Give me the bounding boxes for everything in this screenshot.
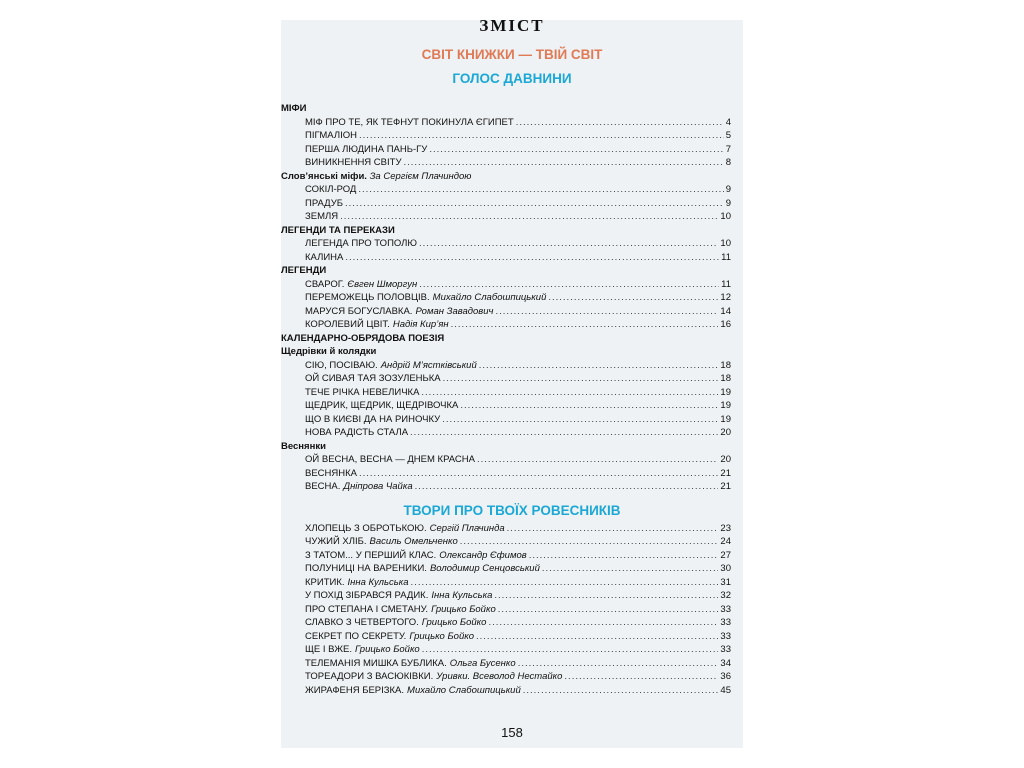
leader-dots — [345, 251, 719, 265]
leader-dots — [358, 183, 723, 197]
entry-page: 19 — [720, 386, 731, 398]
entry-page: 31 — [720, 576, 731, 588]
toc-entry[interactable] — [281, 589, 743, 603]
entry-author: Грицько Бойко — [421, 617, 487, 628]
entry-title: ЩЕДРИК, ЩЕДРИК, ЩЕДРІВОЧКА — [305, 400, 459, 411]
entry-page: 33 — [720, 603, 731, 615]
entry-page: 33 — [720, 644, 731, 655]
leader-dots — [411, 576, 719, 590]
toc-entry[interactable] — [281, 467, 743, 481]
leader-dots — [442, 413, 718, 427]
leader-dots — [419, 237, 718, 251]
entry-page: 30 — [720, 563, 731, 574]
entry-title: ПЕРЕМОЖЕЦЬ ПОЛОВЦІВ. — [305, 292, 430, 303]
toc-heading — [281, 264, 743, 278]
toc-entry[interactable] — [281, 143, 743, 157]
entry-author: Євген Шморгун — [347, 278, 418, 290]
heading-label: Щедрівки й колядки — [281, 346, 377, 357]
entry-page: 9 — [725, 184, 731, 195]
toc-heading — [281, 332, 743, 346]
entry-page: 32 — [720, 590, 731, 601]
entry-author: Андрій М’ястківський — [380, 359, 477, 371]
leader-dots — [345, 197, 724, 211]
leader-dots — [415, 480, 719, 494]
entry-page: 24 — [720, 536, 731, 547]
toc-heading — [281, 102, 743, 116]
toc-entry[interactable] — [281, 129, 743, 143]
toc-entry[interactable] — [281, 156, 743, 170]
entry-title: СІЮ, ПОСІВАЮ. — [305, 359, 378, 371]
entry-author: Грицько Бойко — [431, 603, 496, 615]
heading-label: МІФИ — [281, 103, 307, 114]
entry-page: 19 — [720, 413, 731, 425]
leader-dots — [443, 372, 719, 386]
toc-entry[interactable] — [281, 386, 743, 400]
toc-entry[interactable] — [281, 413, 743, 427]
page-number: 158 — [501, 725, 523, 740]
entry-page: 7 — [725, 143, 731, 155]
toc-heading — [281, 170, 743, 184]
entry-page: 23 — [720, 522, 731, 534]
toc-entry[interactable] — [281, 630, 743, 644]
heading-label: ЛЕГЕНДИ — [281, 265, 327, 276]
entry-author: Уривки. Всеволод Нестайко — [436, 671, 563, 682]
entry-author: Володимир Сенцовський — [429, 563, 540, 574]
entry-author: Грицько Бойко — [355, 644, 420, 655]
toc-entry[interactable] — [281, 291, 743, 305]
part1-title: ГОЛОС ДАВНИНИ — [452, 71, 572, 86]
entry-author: Ольга Бусенко — [449, 657, 516, 669]
leader-dots — [476, 630, 718, 644]
entry-title: У ПОХІД ЗІБРАВСЯ РАДИК. — [305, 590, 429, 601]
entry-title: СВАРОГ. — [305, 278, 345, 290]
leader-dots — [429, 143, 723, 157]
entry-page: 10 — [720, 211, 731, 222]
entry-page: 19 — [720, 400, 731, 411]
toc-entry[interactable] — [281, 657, 743, 671]
book-page — [281, 16, 743, 748]
entry-title: ТЕЧЕ РІЧКА НЕВЕЛИЧКА — [305, 386, 420, 398]
toc-entry[interactable] — [281, 480, 743, 494]
leader-dots — [479, 359, 719, 373]
entry-author: Олександр Єфимов — [439, 549, 527, 561]
toc-entry[interactable] — [281, 359, 743, 373]
entry-title: ПОЛУНИЦІ НА ВАРЕНИКИ. — [305, 563, 427, 574]
heading-label: КАЛЕНДАРНО-ОБРЯДОВА ПОЕЗІЯ — [281, 332, 445, 344]
toc-heading — [281, 345, 743, 359]
heading-label: ЛЕГЕНДИ ТА ПЕРЕКАЗИ — [281, 224, 395, 236]
entry-page: 36 — [720, 671, 731, 682]
entry-title: ЗЕМЛЯ — [305, 211, 339, 222]
leader-dots — [498, 603, 719, 617]
entry-title: ВИНИКНЕННЯ СВІТУ — [305, 157, 402, 168]
leader-dots — [518, 657, 719, 671]
entry-page: 21 — [720, 481, 731, 492]
entry-title: КОРОЛЕВИЙ ЦВІТ. — [305, 319, 390, 330]
entry-page: 20 — [720, 454, 731, 465]
entry-title: ОЙ ВЕСНА, ВЕСНА — ДНЕМ КРАСНА — [305, 454, 475, 465]
entry-page: 34 — [720, 657, 731, 669]
toc-entry[interactable] — [281, 616, 743, 630]
entry-author: Дніпрова Чайка — [343, 481, 413, 492]
toc-entry[interactable] — [281, 183, 743, 197]
toc-entry[interactable] — [281, 305, 743, 319]
leader-dots — [495, 305, 718, 319]
entry-title: ЩО В КИЄВІ ДА НА РИНОЧКУ — [305, 413, 441, 425]
entry-page: 18 — [720, 373, 731, 384]
toc-entry[interactable] — [281, 453, 743, 467]
entry-title: ВЕСНА. — [305, 481, 341, 492]
toc-entry[interactable] — [281, 116, 743, 130]
toc-entry[interactable] — [281, 237, 743, 251]
part2-title: ТВОРИ ПРО ТВОЇХ РОВЕСНИКІВ — [403, 502, 621, 518]
entry-author: Інна Кульська — [347, 576, 409, 588]
toc-entry[interactable] — [281, 251, 743, 265]
heading-label: Веснянки — [281, 440, 326, 452]
leader-dots — [494, 589, 718, 603]
entry-page: 18 — [720, 359, 731, 371]
entry-page: 11 — [721, 278, 731, 290]
toc-entry[interactable] — [281, 197, 743, 211]
leader-dots — [460, 399, 718, 413]
entry-title: СЕКРЕТ ПО СЕКРЕТУ. — [305, 630, 407, 642]
leader-dots — [421, 386, 718, 400]
entry-page: 5 — [725, 130, 731, 141]
toc-entry[interactable] — [281, 643, 743, 657]
entry-page: 11 — [721, 251, 731, 263]
entry-page: 12 — [720, 292, 731, 303]
entry-title: ЛЕГЕНДА ПРО ТОПОЛЮ — [305, 238, 418, 249]
entry-page: 27 — [720, 549, 731, 561]
leader-dots — [548, 291, 718, 305]
toc-entry[interactable] — [281, 670, 743, 684]
toc-entry[interactable] — [281, 562, 743, 576]
entry-title: СОКІЛ-РОД — [305, 184, 357, 195]
entry-page: 21 — [720, 467, 731, 479]
entry-page: 33 — [720, 630, 731, 642]
toc-entry[interactable] — [281, 522, 743, 536]
leader-dots — [564, 670, 718, 684]
entry-author: Василь Омельченко — [369, 536, 458, 547]
toc-heading — [281, 224, 743, 238]
entry-title: КАЛИНА — [305, 251, 344, 263]
toc-heading — [281, 440, 743, 454]
entry-author: Михайло Слабошпицький — [432, 292, 547, 303]
entry-title: МАРУСЯ БОГУСЛАВКА. — [305, 305, 413, 317]
entry-title: ПРО СТЕПАНА І СМЕТАНУ. — [305, 603, 429, 615]
entry-title: З ТАТОМ... У ПЕРШИЙ КЛАС. — [305, 549, 437, 561]
entry-author: Роман Завадович — [415, 305, 494, 317]
entry-page: 10 — [720, 238, 731, 249]
entry-page: 14 — [720, 305, 731, 317]
entry-page: 8 — [725, 157, 731, 168]
entry-title: НОВА РАДІСТЬ СТАЛА — [305, 427, 409, 438]
entry-author: Інна Кульська — [431, 590, 493, 601]
entry-title: СЛАВКО З ЧЕТВЕРТОГО. — [305, 617, 419, 628]
entry-page: 45 — [720, 684, 731, 696]
toc-entry[interactable] — [281, 576, 743, 590]
entry-title: ХЛОПЕЦЬ З ОБРОТЬКОЮ. — [305, 522, 427, 534]
toc-entry[interactable] — [281, 684, 743, 698]
entry-title: ЩЕ І ВЖЕ. — [305, 644, 353, 655]
leader-dots — [542, 562, 719, 576]
toc-entry[interactable] — [281, 278, 743, 292]
entry-page: 9 — [725, 197, 731, 209]
leader-dots — [477, 453, 718, 467]
heading-label: Слов’янські міфи. — [281, 170, 367, 182]
toc-entry[interactable] — [281, 535, 743, 549]
toc-entry[interactable] — [281, 210, 743, 224]
table-of-contents — [281, 102, 743, 697]
entry-title: ПЕРША ЛЮДИНА ПАНЬ-ГУ — [305, 143, 428, 155]
leader-dots — [340, 210, 718, 224]
entry-title: ЖИРАФЕНЯ БЕРІЗКА. — [305, 684, 405, 696]
leader-dots — [529, 549, 719, 563]
section-title: СВІТ КНИЖКИ — ТВІЙ СВІТ — [421, 47, 603, 62]
leader-dots — [516, 116, 724, 130]
leader-dots — [419, 278, 719, 292]
entry-author: Михайло Слабошпицький — [407, 684, 521, 696]
toc-entry[interactable] — [281, 318, 743, 332]
entry-title: ТОРЕАДОРИ З ВАСЮКІВКИ. — [305, 671, 434, 682]
heading-note: За Сергієм Плачиндою — [366, 170, 472, 182]
leader-dots — [410, 426, 718, 440]
entry-title: КРИТИК. — [305, 576, 345, 588]
entry-author: Сергій Плачинда — [429, 522, 505, 534]
leader-dots — [523, 684, 719, 698]
entry-title: ПІГМАЛІОН — [305, 130, 357, 141]
leader-dots — [488, 616, 718, 630]
toc-entry[interactable] — [281, 372, 743, 386]
toc-entry[interactable] — [281, 549, 743, 563]
entry-title: ЧУЖИЙ ХЛІБ. — [305, 536, 367, 547]
entry-title: ОЙ СИВАЯ ТАЯ ЗОЗУЛЕНЬКА — [305, 373, 441, 384]
leader-dots — [507, 522, 719, 536]
entry-page: 20 — [720, 427, 731, 438]
entry-title: ТЕЛЕМАНІЯ МИШКА БУБЛИКА. — [305, 657, 447, 669]
leader-dots — [359, 467, 718, 481]
entry-title: ПРАДУБ — [305, 197, 343, 209]
toc-entry[interactable] — [281, 603, 743, 617]
entry-page: 4 — [725, 116, 731, 128]
entry-page: 16 — [720, 319, 731, 330]
toc-entry[interactable] — [281, 399, 743, 413]
toc-entry[interactable] — [281, 426, 743, 440]
entry-title: ВЕСНЯНКА — [305, 467, 357, 479]
entry-author: Грицько Бойко — [409, 630, 475, 642]
leader-dots — [359, 129, 724, 143]
leader-dots — [422, 643, 719, 657]
entry-title: МІФ ПРО ТЕ, ЯК ТЕФНУТ ПОКИНУЛА ЄГИПЕТ — [305, 116, 514, 128]
leader-dots — [451, 318, 719, 332]
leader-dots — [460, 535, 719, 549]
leader-dots — [403, 156, 723, 170]
page-title: ЗМІСТ — [479, 16, 545, 35]
entry-page: 33 — [720, 617, 731, 628]
entry-author: Надія Кир’ян — [392, 319, 449, 330]
